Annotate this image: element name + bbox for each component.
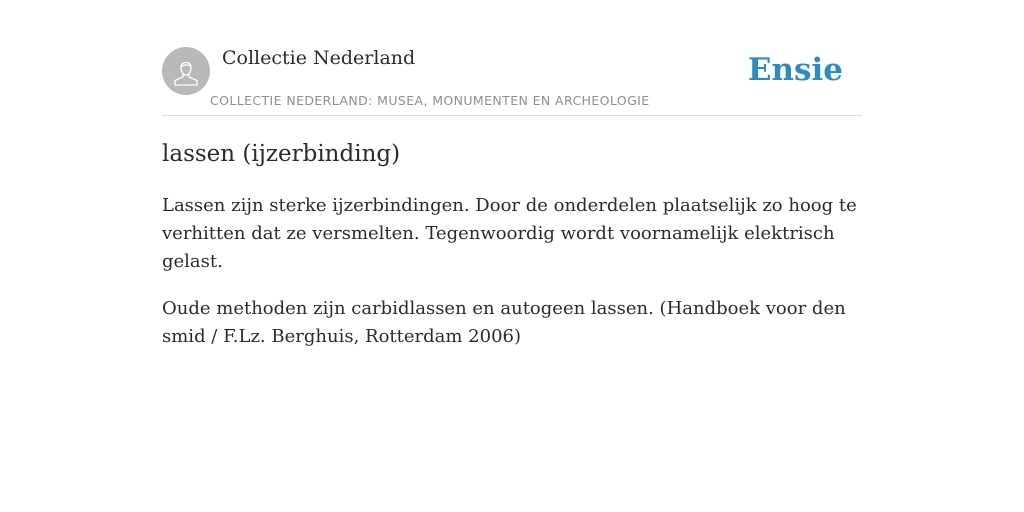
- author-subtitle[interactable]: COLLECTIE NEDERLAND: MUSEA, MONUMENTEN EN ARCHEOLOGIE: [210, 93, 650, 108]
- author-avatar[interactable]: [162, 47, 210, 95]
- article-paragraph: Lassen zijn sterke ijzerbindingen. Door de onderdelen plaatselijk zo hoog te verhitten dat ze versmelten. Tegenwoordig wordt voornamelijk elektrisch gelast.: [162, 195, 857, 272]
- author-name[interactable]: Collectie Nederland: [222, 47, 416, 69]
- article-body: [162, 192, 862, 370]
- user-avatar-icon: [162, 47, 210, 95]
- article-header: [162, 0, 862, 116]
- article-paragraph: Oude methoden zijn carbidlassen en autogeen lassen. (Handboek voor den smid / F.Lz. Berghuis, Rotterdam 2006): [162, 298, 846, 347]
- article-title: lassen (ijzerbinding): [162, 141, 401, 167]
- article-card: [162, 0, 862, 347]
- ensie-logo[interactable]: Ensie: [747, 52, 843, 88]
